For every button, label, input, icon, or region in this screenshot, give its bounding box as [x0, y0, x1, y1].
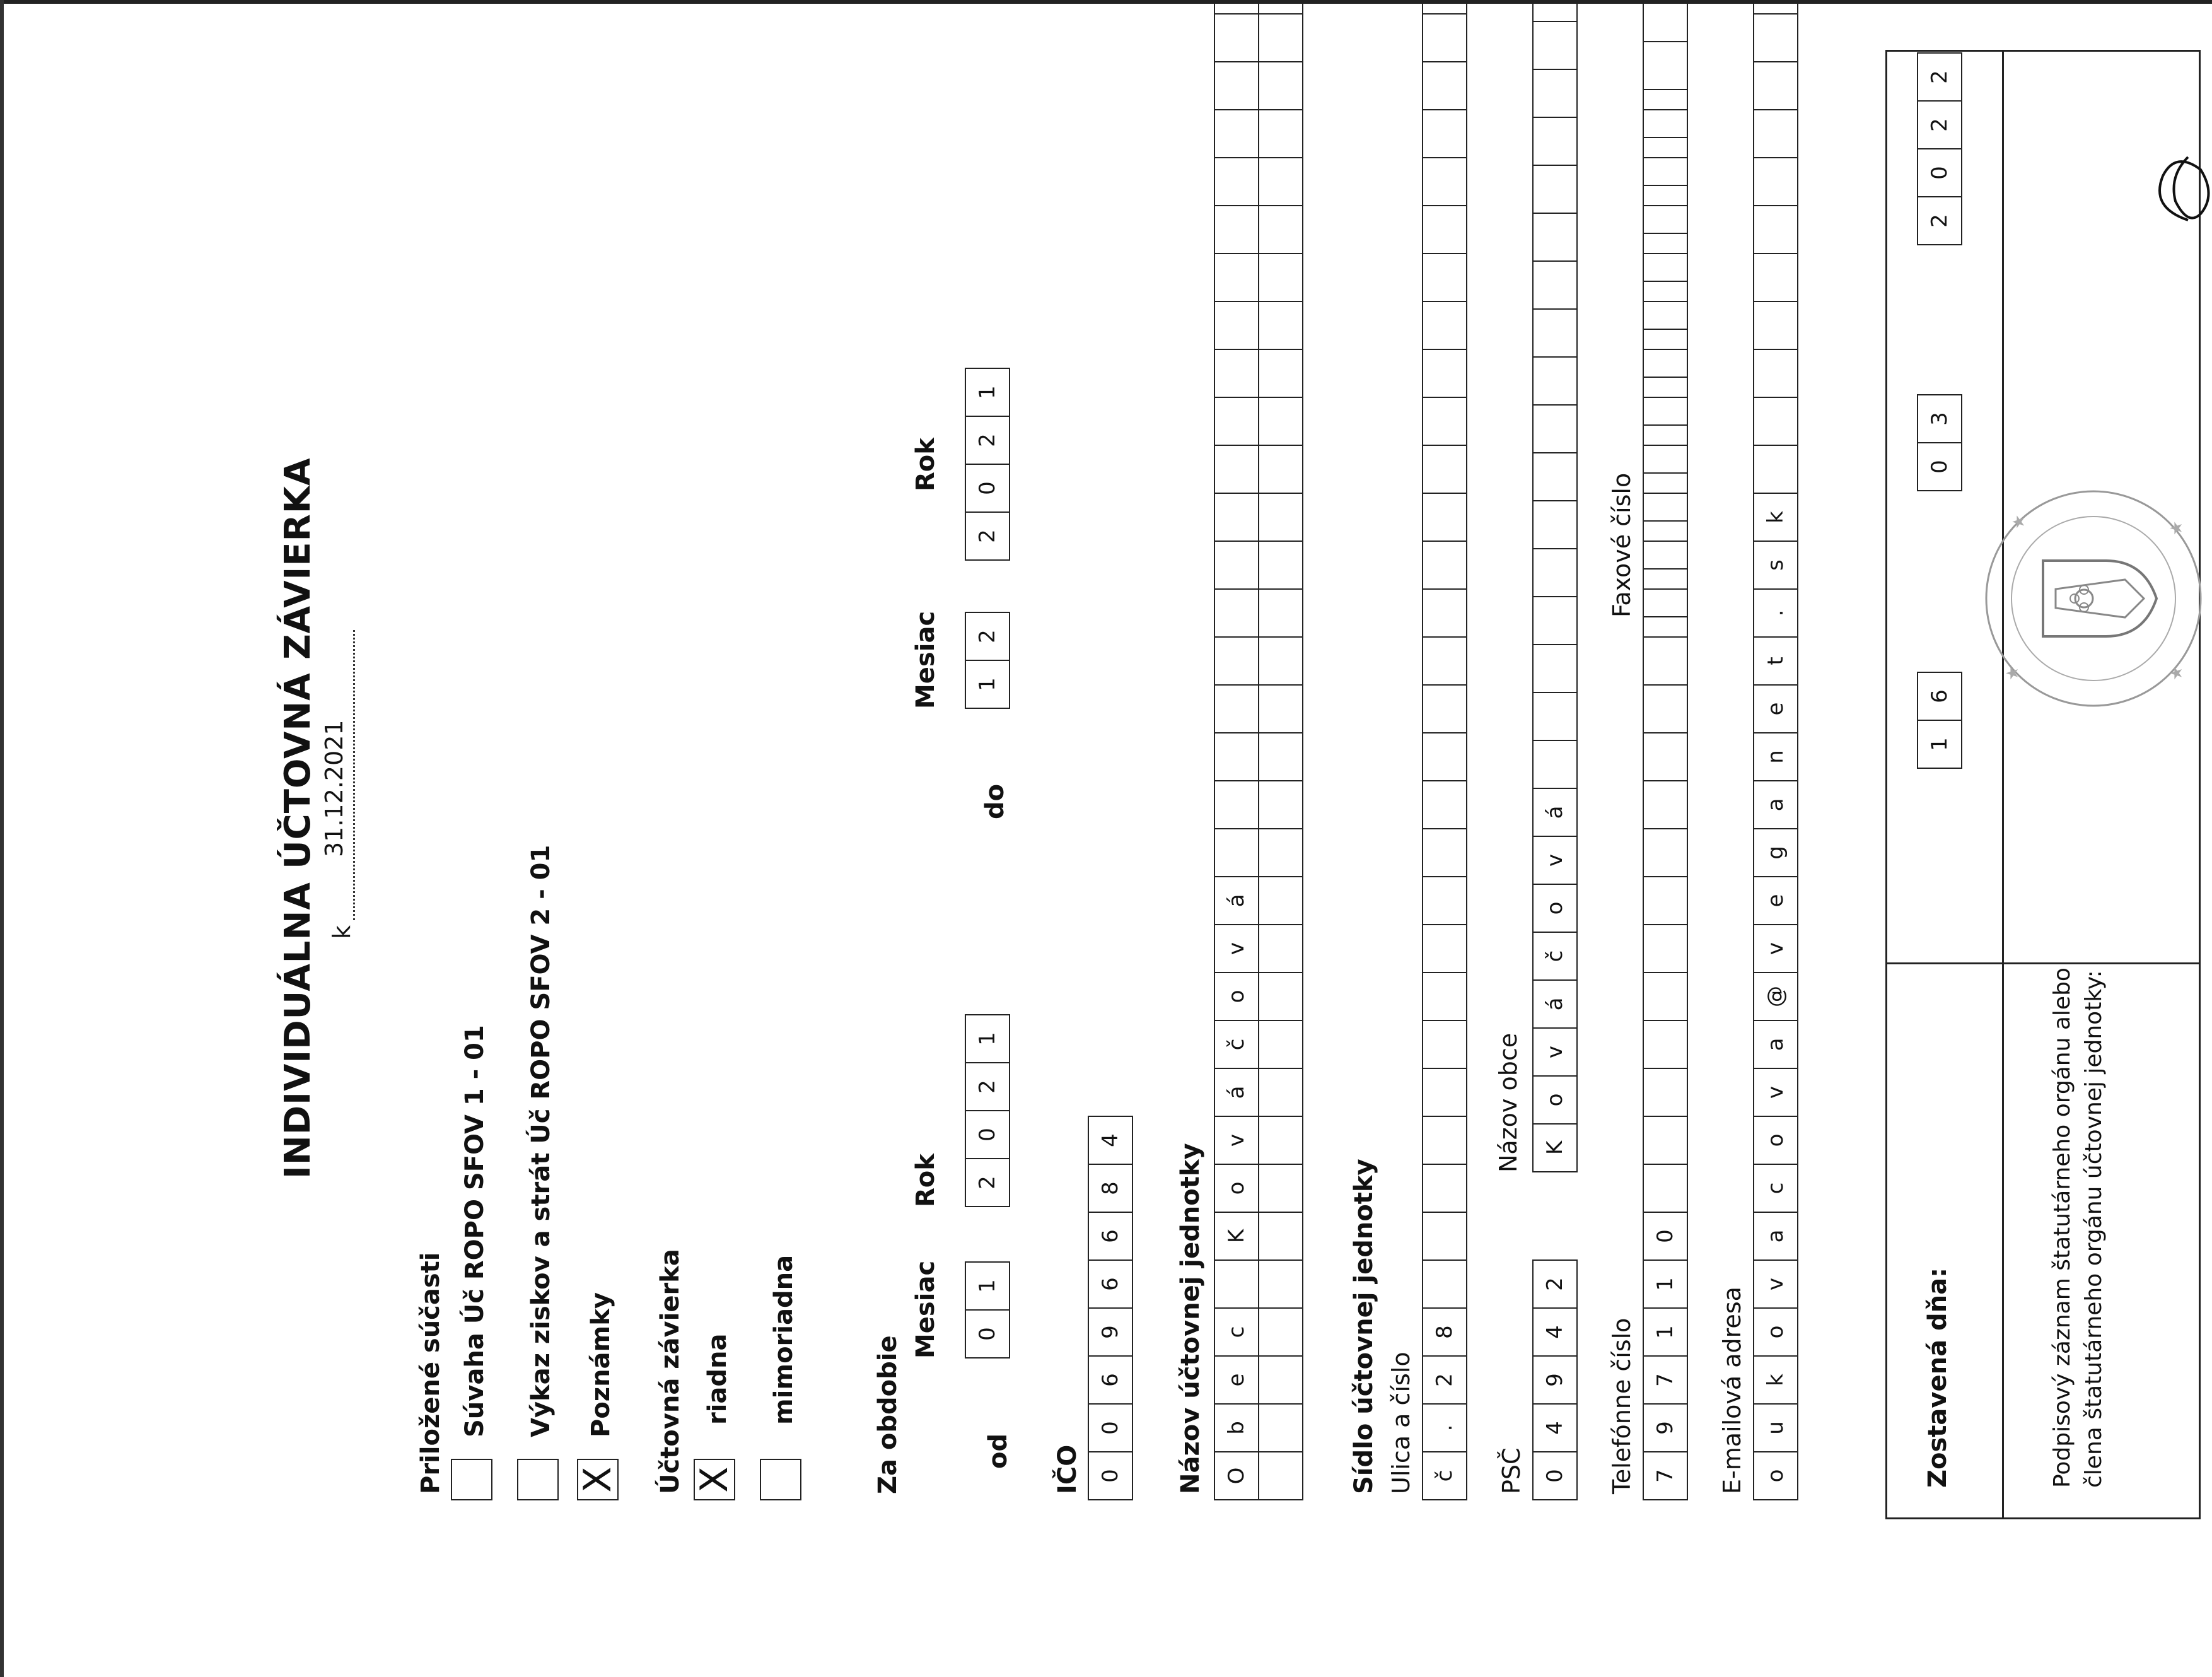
form-cell: e [1753, 684, 1798, 732]
form-cell: 8 [1088, 1164, 1133, 1212]
form-cell: 7 [1643, 1451, 1688, 1499]
form-cell [1753, 109, 1798, 157]
compiled-label: Zostavená dňa: [1923, 1267, 1952, 1488]
form-cell [1643, 1164, 1688, 1212]
form-cell: K [1532, 1123, 1578, 1171]
entity-name-row1 [1214, 0, 1259, 1500]
form-cell: v [1753, 1259, 1798, 1307]
form-cell [1258, 1068, 1303, 1116]
form-cell [1643, 89, 1688, 137]
form-cell [1753, 205, 1798, 253]
phone-label: Telefónne číslo [1608, 1318, 1636, 1494]
town-grid [1532, 0, 1578, 1172]
form-cell [1422, 972, 1467, 1020]
entity-name-row2 [1258, 0, 1303, 1500]
form-cell: a [1753, 780, 1798, 828]
form-cell [1643, 0, 1688, 41]
form-cell [1422, 636, 1467, 684]
closing-checkbox-riadna[interactable]: X [694, 1459, 735, 1500]
form-cell [1214, 780, 1259, 828]
form-cell [1643, 636, 1688, 684]
form-cell [1532, 644, 1578, 692]
form-cell: 2 [965, 511, 1010, 559]
official-seal-stamp [1974, 479, 2212, 718]
closing-type-heading: Účtovná závierka [656, 1249, 685, 1494]
form-cell [1643, 780, 1688, 828]
town-label: Názov obce [1494, 1032, 1522, 1172]
form-cell [1422, 109, 1467, 157]
form-cell [1214, 540, 1259, 588]
form-cell: 6 [1088, 1259, 1133, 1307]
form-cell: 0 [965, 1110, 1010, 1158]
form-cell [1532, 308, 1578, 356]
form-cell [1422, 684, 1467, 732]
form-cell: o [1214, 1164, 1259, 1212]
form-cell [1214, 157, 1259, 205]
form-cell: 9 [1532, 1355, 1578, 1403]
period-heading: Za obdobie [873, 1335, 902, 1494]
form-cell [1258, 588, 1303, 636]
as-of-prefix: k [328, 925, 356, 939]
form-cell [1753, 445, 1798, 493]
attachment-checkbox-suvaha[interactable] [451, 1459, 492, 1500]
form-cell [1422, 205, 1467, 253]
attachment-label-vykaz: Výkaz ziskov a strát Úč ROPO SFOV 2 - 01 [527, 844, 556, 1437]
form-cell: k [1753, 493, 1798, 540]
closing-label-mimoriadna: mimoriadna [769, 1254, 798, 1425]
form-cell: 0 [1917, 148, 1962, 196]
svg-text:★: ★ [2010, 514, 2029, 529]
form-cell: K [1214, 1212, 1259, 1259]
form-cell [1422, 1068, 1467, 1116]
form-cell [1643, 329, 1688, 377]
form-cell: 2 [1917, 52, 1962, 100]
form-cell [1422, 157, 1467, 205]
form-cell [1422, 1020, 1467, 1068]
form-cell [1753, 0, 1798, 13]
form-cell: 2 [1917, 100, 1962, 148]
svg-text:★: ★ [2167, 520, 2186, 535]
form-cell [1422, 493, 1467, 540]
form-cell [1753, 301, 1798, 349]
svg-text:★: ★ [2167, 665, 2186, 681]
document-title: INDIVIDUÁLNA ÚČTOVNÁ ZÁVIERKA [277, 457, 318, 1179]
form-cell [1422, 828, 1467, 876]
form-cell [1258, 301, 1303, 349]
form-cell [1258, 780, 1303, 828]
form-cell [1258, 253, 1303, 301]
form-cell [1422, 0, 1467, 13]
form-cell [1214, 493, 1259, 540]
form-cell: v [1753, 1068, 1798, 1116]
form-cell [1214, 61, 1259, 109]
form-cell: 0 [1532, 1451, 1578, 1499]
form-cell: c [1753, 1164, 1798, 1212]
form-cell [1422, 349, 1467, 397]
form-cell [1643, 876, 1688, 924]
form-cell: á [1532, 979, 1578, 1027]
form-cell: @ [1753, 972, 1798, 1020]
form-cell [1422, 876, 1467, 924]
form-cell: 2 [965, 612, 1010, 660]
form-cell [1258, 493, 1303, 540]
form-cell: s [1753, 540, 1798, 588]
period-to-label: do [981, 783, 1010, 819]
form-cell: 9 [1643, 1403, 1688, 1451]
street-label: Ulica a číslo [1387, 1352, 1415, 1494]
form-cell [1753, 61, 1798, 109]
street-grid [1422, 0, 1467, 1500]
form-cell: 1 [965, 1261, 1010, 1309]
compiled-year-grid [1917, 52, 1962, 245]
form-cell [1422, 732, 1467, 780]
form-cell [1532, 500, 1578, 548]
form-cell [1643, 924, 1688, 972]
form-cell [1214, 828, 1259, 876]
form-cell [1643, 1020, 1688, 1068]
form-cell [1258, 0, 1303, 13]
form-cell [1258, 924, 1303, 972]
form-cell [1643, 1116, 1688, 1164]
form-cell [1532, 165, 1578, 213]
svg-text:★: ★ [2003, 665, 2022, 681]
form-cell [1422, 924, 1467, 972]
form-cell [1532, 548, 1578, 596]
form-cell [1422, 397, 1467, 445]
form-cell [1258, 1451, 1303, 1499]
form-cell [1258, 205, 1303, 253]
form-cell: o [1753, 1451, 1798, 1499]
form-cell: u [1753, 1403, 1798, 1451]
ico-grid [1088, 1116, 1133, 1500]
form-cell: 1 [965, 368, 1010, 416]
form-cell [1753, 349, 1798, 397]
form-cell [1258, 1403, 1303, 1451]
form-cell [1643, 41, 1688, 89]
form-cell [1258, 1307, 1303, 1355]
form-cell [1422, 540, 1467, 588]
form-cell [1258, 684, 1303, 732]
form-cell: k [1753, 1355, 1798, 1403]
form-cell: . [1753, 588, 1798, 636]
form-cell: 2 [1917, 196, 1962, 244]
form-cell: 1 [965, 1014, 1010, 1062]
form-cell: 7 [1643, 1355, 1688, 1403]
form-cell: v [1214, 1116, 1259, 1164]
fax-label: Faxové číslo [1608, 472, 1636, 617]
form-cell: 2 [1532, 1259, 1578, 1307]
form-cell [1532, 260, 1578, 308]
form-cell: . [1422, 1403, 1467, 1451]
attachment-label-suvaha: Súvaha Úč ROPO SFOV 1 - 01 [460, 1025, 489, 1437]
form-cell: c [1214, 1307, 1259, 1355]
form-cell: e [1753, 876, 1798, 924]
form-cell [1643, 377, 1688, 424]
form-cell: 1 [1917, 720, 1962, 768]
compiled-month-grid [1917, 394, 1962, 491]
form-cell [1753, 253, 1798, 301]
form-cell [1258, 972, 1303, 1020]
form-cell [1532, 452, 1578, 500]
period-from-month-grid [965, 1261, 1010, 1359]
attachments-heading: Priložené súčasti [416, 1252, 445, 1494]
closing-checkbox-mimoriadna[interactable] [760, 1459, 801, 1500]
form-cell [1258, 1116, 1303, 1164]
period-to-month-label: Mesiac [911, 611, 940, 709]
form-cell: 0 [965, 464, 1010, 511]
period-to-year-label: Rok [911, 438, 940, 491]
form-cell: g [1753, 828, 1798, 876]
form-cell [1258, 828, 1303, 876]
form-cell [1422, 253, 1467, 301]
form-cell: 2 [965, 1158, 1010, 1206]
form-cell [1214, 445, 1259, 493]
form-cell: á [1214, 876, 1259, 924]
form-cell [1258, 1355, 1303, 1403]
form-cell [1643, 568, 1688, 616]
form-cell: 0 [965, 1309, 1010, 1357]
form-cell [1532, 692, 1578, 740]
form-cell: 6 [1917, 672, 1962, 720]
form-cell: 2 [965, 416, 1010, 464]
form-cell: 6 [1088, 1212, 1133, 1259]
form-cell: á [1214, 1068, 1259, 1116]
form-cell [1532, 213, 1578, 260]
form-cell [1214, 588, 1259, 636]
form-cell: 3 [1917, 394, 1962, 442]
form-cell [1643, 137, 1688, 185]
form-cell [1258, 1259, 1303, 1307]
form-cell: e [1214, 1355, 1259, 1403]
form-cell: a [1753, 1020, 1798, 1068]
form-cell [1258, 61, 1303, 109]
form-cell [1214, 205, 1259, 253]
attachment-checkbox-vykaz[interactable] [517, 1459, 559, 1500]
period-from-year-grid [965, 1014, 1010, 1207]
form-cell [1258, 109, 1303, 157]
signature-note-line2: člena štatutárneho orgánu účtovnej jednotky: [2081, 970, 2107, 1488]
form-cell [1258, 1164, 1303, 1212]
form-cell [1258, 397, 1303, 445]
email-label: E-mailová adresa [1718, 1287, 1746, 1494]
form-cell [1258, 157, 1303, 205]
form-cell [1753, 397, 1798, 445]
form-cell [1214, 0, 1259, 13]
attachment-label-poznamky: Poznámky [586, 1292, 615, 1437]
form-cell: v [1532, 836, 1578, 884]
signature-scribble [2144, 144, 2212, 233]
form-cell: O [1214, 1451, 1259, 1499]
form-cell [1422, 61, 1467, 109]
form-cell [1258, 636, 1303, 684]
compiled-row-divider [2002, 50, 2004, 1519]
form-cell [1643, 185, 1688, 233]
form-cell: 6 [1088, 1355, 1133, 1403]
form-cell [1422, 1116, 1467, 1164]
form-cell [1753, 157, 1798, 205]
form-cell [1643, 520, 1688, 568]
form-cell [1214, 636, 1259, 684]
form-cell [1532, 596, 1578, 644]
form-cell: č [1214, 1020, 1259, 1068]
form-cell: 4 [1532, 1307, 1578, 1355]
form-cell [1422, 588, 1467, 636]
signature-note-line1: Podpisový záznam štatutárneho orgánu alebo [2049, 967, 2075, 1488]
form-cell: v [1532, 1027, 1578, 1075]
form-cell [1532, 21, 1578, 69]
as-of-date: 31.12.2021 [320, 720, 348, 857]
form-cell: v [1753, 924, 1798, 972]
form-cell [1532, 0, 1578, 21]
form-cell [1422, 13, 1467, 61]
form-cell: č [1532, 932, 1578, 979]
form-cell [1422, 1259, 1467, 1307]
form-cell [1258, 13, 1303, 61]
form-cell: 4 [1088, 1116, 1133, 1164]
form-cell: á [1532, 788, 1578, 836]
form-cell [1532, 740, 1578, 788]
form-cell: n [1753, 732, 1798, 780]
form-cell: o [1753, 1307, 1798, 1355]
form-cell [1643, 732, 1688, 780]
attachment-checkbox-poznamky[interactable]: X [577, 1459, 619, 1500]
form-cell: a [1753, 1212, 1798, 1259]
form-cell: 1 [1643, 1307, 1688, 1355]
form-cell [1532, 69, 1578, 117]
form-cell [1214, 301, 1259, 349]
form-cell [1214, 253, 1259, 301]
period-from-label: od [984, 1433, 1013, 1469]
seat-label: Sídlo účtovnej jednotky [1349, 1159, 1378, 1494]
form-cell [1214, 397, 1259, 445]
form-cell [1532, 356, 1578, 404]
form-cell [1258, 732, 1303, 780]
form-cell [1422, 301, 1467, 349]
form-cell [1643, 472, 1688, 520]
form-cell [1643, 233, 1688, 281]
form-cell: v [1214, 924, 1259, 972]
form-cell [1422, 780, 1467, 828]
compiled-col-divider [1885, 962, 2201, 964]
form-cell [1258, 876, 1303, 924]
entity-name-label: Názov účtovnej jednotky [1176, 1143, 1205, 1494]
period-from-year-label: Rok [911, 1154, 940, 1207]
form-cell [1643, 424, 1688, 472]
form-cell [1643, 1068, 1688, 1116]
form-cell: b [1214, 1403, 1259, 1451]
as-of-dotted-line [353, 630, 355, 920]
form-cell [1643, 828, 1688, 876]
form-cell [1753, 13, 1798, 61]
form-cell [1258, 349, 1303, 397]
form-cell: 2 [1422, 1355, 1467, 1403]
form-cell: o [1753, 1116, 1798, 1164]
form-cell [1214, 1259, 1259, 1307]
form-cell [1214, 349, 1259, 397]
form-cell [1422, 445, 1467, 493]
closing-label-riadna: riadna [703, 1333, 732, 1425]
form-cell [1643, 972, 1688, 1020]
form-cell [1643, 684, 1688, 732]
form-cell [1258, 1212, 1303, 1259]
form-cell [1214, 732, 1259, 780]
form-cell: 0 [1088, 1403, 1133, 1451]
form-cell: 9 [1088, 1307, 1133, 1355]
form-cell [1258, 445, 1303, 493]
fax-grid [1643, 0, 1688, 617]
form-cell [1532, 404, 1578, 452]
form-cell: 1 [965, 660, 1010, 708]
form-cell: 0 [1088, 1451, 1133, 1499]
form-cell: o [1532, 884, 1578, 932]
form-cell: 2 [965, 1062, 1010, 1110]
form-cell [1643, 281, 1688, 329]
form-cell: 1 [1643, 1259, 1688, 1307]
form-cell [1258, 1020, 1303, 1068]
form-cell [1214, 109, 1259, 157]
form-cell: č [1422, 1451, 1467, 1499]
period-from-month-label: Mesiac [911, 1260, 940, 1359]
form-cell [1214, 13, 1259, 61]
email-grid [1753, 0, 1798, 1500]
form-cell [1214, 684, 1259, 732]
form-cell: 0 [1643, 1212, 1688, 1259]
form-cell [1422, 1164, 1467, 1212]
form-cell: t [1753, 636, 1798, 684]
psc-label: PSČ [1498, 1447, 1525, 1494]
psc-grid [1532, 1259, 1578, 1500]
form-cell [1532, 117, 1578, 165]
period-to-year-grid [965, 368, 1010, 561]
form-cell [1258, 540, 1303, 588]
period-to-month-grid [965, 612, 1010, 709]
compiled-day-grid [1917, 672, 1962, 769]
form-cell: 4 [1532, 1403, 1578, 1451]
form-cell: o [1214, 972, 1259, 1020]
form-cell: 8 [1422, 1307, 1467, 1355]
form-cell: o [1532, 1075, 1578, 1123]
form-cell [1422, 1212, 1467, 1259]
ico-label: IČO [1053, 1444, 1082, 1494]
form-cell: 0 [1917, 442, 1962, 490]
